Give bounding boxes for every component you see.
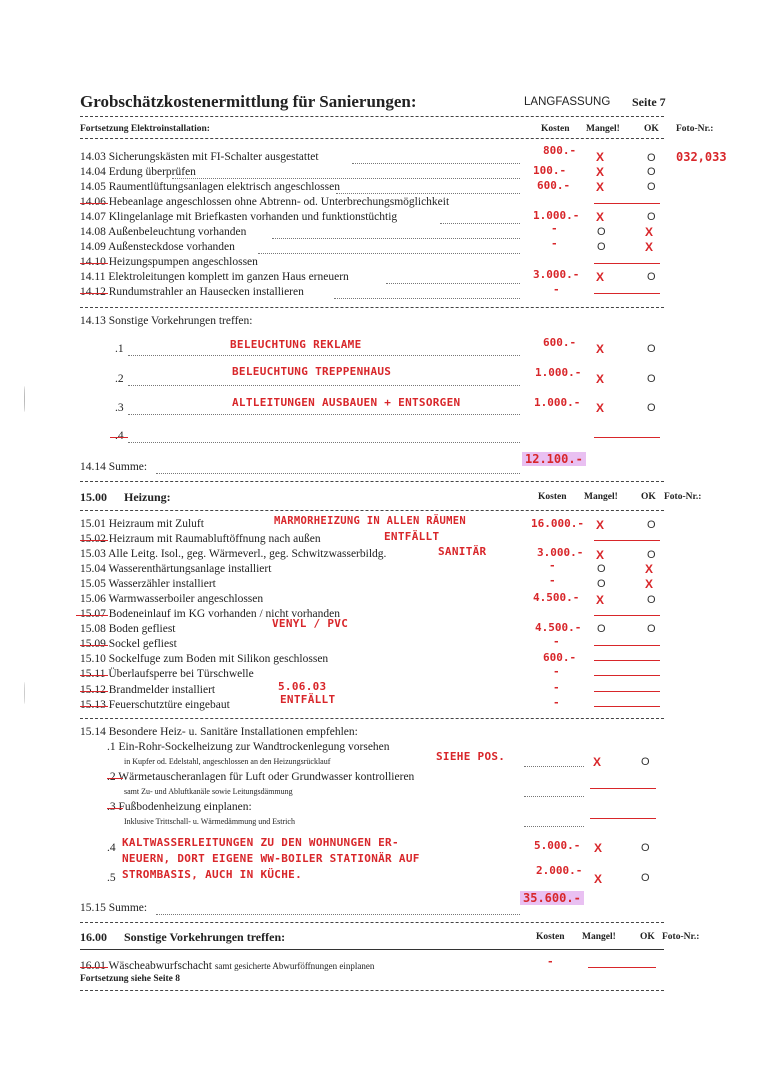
strike-mark bbox=[80, 645, 108, 646]
dot-leader bbox=[524, 766, 584, 767]
strike-mark bbox=[590, 788, 656, 789]
defect-mark: X bbox=[596, 518, 605, 532]
other-3-no: .3 bbox=[115, 402, 124, 414]
defect-mark: X bbox=[596, 180, 605, 194]
defect-mark: X bbox=[596, 372, 605, 386]
note-15-03: SANITÄR bbox=[438, 545, 487, 558]
item-15-10: 15.10 Sockelfuge zum Boden mit Silikon geschlossen bbox=[80, 653, 329, 665]
cost-14-05: 600.- bbox=[537, 179, 571, 192]
defect-mark: X bbox=[596, 270, 605, 284]
other-3-text: ALTLEITUNGEN AUSBAUEN + ENTSORGEN bbox=[232, 396, 461, 409]
other-2-cost: 1.000.- bbox=[535, 366, 582, 379]
ok-mark: X bbox=[645, 240, 654, 254]
item-15-02: 15.02 Heizraum mit Raumabluftöffnung nach außen bbox=[80, 533, 321, 545]
divider bbox=[80, 922, 664, 923]
note-15-13: ENTFÄLLT bbox=[280, 693, 336, 706]
strike-mark bbox=[594, 645, 660, 646]
cost-15-12: - bbox=[553, 681, 560, 694]
sum-value: 12.100.- bbox=[522, 452, 586, 466]
item-15-01: 15.01 Heizraum mit Zuluft bbox=[80, 518, 204, 530]
sum-value: 35.600.- bbox=[520, 891, 584, 905]
item-15-07: 15.07 Bodeneinlauf im KG vorhanden / nicht vorhanden bbox=[80, 608, 340, 620]
item-14-05: 14.05 Raumentlüftungsanlagen elektrisch angeschlossen bbox=[80, 181, 340, 193]
other-2-no: .2 bbox=[115, 373, 124, 385]
divider bbox=[80, 990, 664, 991]
cost-15-10: 600.- bbox=[543, 651, 577, 664]
ok-circle: O bbox=[647, 402, 656, 414]
divider bbox=[80, 949, 664, 950]
other-1-no: .1 bbox=[115, 343, 124, 355]
dot-leader bbox=[440, 223, 520, 224]
strike-mark bbox=[594, 615, 660, 616]
divider bbox=[80, 138, 664, 139]
section-heading: Sonstige Vorkehrungen treffen: bbox=[124, 930, 286, 944]
strike-mark bbox=[76, 615, 108, 616]
strike-mark bbox=[594, 263, 660, 264]
option-1-sub: in Kupfer od. Edelstahl, angeschlossen an den Heizungsrücklauf bbox=[124, 757, 331, 766]
dot-leader bbox=[524, 826, 584, 827]
defect-mark: X bbox=[596, 150, 605, 164]
strike-mark bbox=[594, 293, 660, 294]
dot-leader bbox=[128, 414, 520, 415]
option-4-no: .4 bbox=[107, 842, 116, 854]
dot-leader bbox=[172, 178, 520, 179]
ok-mark: X bbox=[645, 562, 654, 576]
ok-circle: O bbox=[641, 872, 650, 884]
sum-label: 14.14 Summe: bbox=[80, 461, 148, 473]
punch-hole-mark bbox=[24, 386, 25, 412]
cost-15-08: 4.500.- bbox=[535, 621, 582, 634]
item-14-12: 14.12 Rundumstrahler an Hausecken installieren bbox=[80, 286, 304, 298]
option-3-sub: Inklusive Trittschall- u. Wärmedämmung und Estrich bbox=[124, 817, 295, 826]
dot-leader bbox=[386, 283, 520, 284]
other-3-cost: 1.000.- bbox=[534, 396, 581, 409]
col-ok: OK bbox=[644, 124, 659, 134]
item-14-04: 14.04 Erdung überprüfen bbox=[80, 166, 196, 178]
option-4-cost: 5.000.- bbox=[534, 839, 581, 852]
strike-mark bbox=[594, 691, 660, 692]
option-1-note: SIEHE POS. bbox=[436, 750, 506, 763]
strike-mark bbox=[594, 540, 660, 541]
ok-circle: O bbox=[647, 373, 656, 385]
section-number: 16.00 bbox=[80, 930, 107, 944]
item-15-03: 15.03 Alle Leitg. Isol., geg. Wärmeverl., geg. Schwitzwasserbildg. bbox=[80, 548, 387, 560]
section-heading: Fortsetzung Elektroinstallation: bbox=[80, 124, 210, 134]
strike-mark bbox=[80, 967, 108, 968]
strike-mark bbox=[107, 808, 123, 809]
item-14-10: 14.10 Heizungspumpen angeschlossen bbox=[80, 256, 258, 268]
dot-leader bbox=[128, 442, 520, 443]
option-1: .1 Ein-Rohr-Sockelheizung zur Wandtrockenlegung vorsehen bbox=[107, 741, 390, 753]
strike-mark bbox=[80, 691, 108, 692]
note-15-02: ENTFÄLLT bbox=[384, 530, 440, 543]
ok-circle: O bbox=[647, 181, 656, 193]
cost-14-11: 3.000.- bbox=[533, 268, 580, 281]
col-photo: Foto-Nr.: bbox=[662, 932, 700, 942]
photo-number: 032,033 bbox=[676, 150, 727, 164]
col-cost: Kosten bbox=[536, 932, 565, 942]
note-15-12: 5.06.03 bbox=[278, 680, 327, 693]
ok-circle: O bbox=[647, 623, 656, 635]
dot-leader bbox=[258, 253, 520, 254]
defect-mark: X bbox=[596, 593, 605, 607]
option-3: .3 Fußbodenheizung einplanen: bbox=[107, 801, 252, 813]
other-4-no: .4 bbox=[115, 430, 124, 442]
item-16-01: 16.01 Wäscheabwurfschacht samt gesicherte Abwurföffnungen einplanen bbox=[80, 960, 375, 972]
defect-mark: X bbox=[596, 401, 605, 415]
strike-mark bbox=[80, 706, 108, 707]
cost-14-09: - bbox=[551, 237, 558, 250]
item-15-13: 15.13 Feuerschutztüre eingebaut bbox=[80, 699, 230, 711]
ok-circle: O bbox=[647, 594, 656, 606]
defect-mark: X bbox=[596, 548, 605, 562]
option-2: .2 Wärmetauscheranlagen für Luft oder Grundwasser kontrollieren bbox=[107, 771, 415, 783]
ok-circle: O bbox=[647, 519, 656, 531]
col-photo: Foto-Nr.: bbox=[676, 124, 714, 134]
cost-15-04: - bbox=[549, 559, 556, 572]
option-5-cost: 2.000.- bbox=[536, 864, 583, 877]
dot-leader bbox=[336, 193, 520, 194]
defect-mark: X bbox=[593, 755, 602, 769]
ok-circle: O bbox=[647, 343, 656, 355]
dot-leader bbox=[334, 298, 520, 299]
divider bbox=[80, 510, 664, 511]
cost-15-13: - bbox=[553, 696, 560, 709]
col-defect: Mangel! bbox=[586, 124, 620, 134]
option-2-sub: samt Zu- und Abluftkanäle sowie Leitungsdämmung bbox=[124, 787, 293, 796]
strike-mark bbox=[80, 263, 108, 264]
dot-leader bbox=[272, 238, 520, 239]
cost-15-03: 3.000.- bbox=[537, 546, 584, 559]
defect-circle: O bbox=[597, 563, 606, 575]
cost-14-03: 800.- bbox=[543, 144, 577, 157]
other-heading: 15.14 Besondere Heiz- u. Sanitäre Installationen empfehlen: bbox=[80, 726, 358, 738]
cost-14-04: 100.- bbox=[533, 164, 567, 177]
strike-mark bbox=[110, 437, 128, 438]
defect-circle: O bbox=[597, 241, 606, 253]
cost-15-05: - bbox=[549, 574, 556, 587]
item-14-08: 14.08 Außenbeleuchtung vorhanden bbox=[80, 226, 247, 238]
cost-14-08: - bbox=[551, 222, 558, 235]
col-defect: Mangel! bbox=[584, 492, 618, 502]
strike-mark bbox=[588, 967, 656, 968]
col-photo: Foto-Nr.: bbox=[664, 492, 702, 502]
other-heading: 14.13 Sonstige Vorkehrungen treffen: bbox=[80, 315, 253, 327]
cost-15-06: 4.500.- bbox=[533, 591, 580, 604]
item-14-07: 14.07 Klingelanlage mit Briefkasten vorhanden und funktionstüchtig bbox=[80, 211, 398, 223]
cost-15-01: 16.000.- bbox=[531, 517, 584, 530]
ok-circle: O bbox=[641, 756, 650, 768]
divider bbox=[80, 481, 664, 482]
defect-mark: X bbox=[596, 210, 605, 224]
other-1-text: BELEUCHTUNG REKLAME bbox=[230, 338, 362, 351]
defect-circle: O bbox=[597, 623, 606, 635]
option-5-text: STROMBASIS, AUCH IN KÜCHE. bbox=[122, 868, 302, 881]
strike-mark bbox=[590, 818, 656, 819]
cost-14-07: 1.000.- bbox=[533, 209, 580, 222]
dot-leader bbox=[156, 914, 520, 915]
defect-circle: O bbox=[597, 578, 606, 590]
ok-mark: X bbox=[645, 577, 654, 591]
item-15-11: 15.11 Überlaufsperre bei Türschwelle bbox=[80, 668, 254, 680]
col-defect: Mangel! bbox=[582, 932, 616, 942]
item-14-11: 14.11 Elektroleitungen komplett im ganzen Haus erneuern bbox=[80, 271, 349, 283]
variant-label: LANGFASSUNG bbox=[524, 96, 611, 108]
item-15-08: 15.08 Boden gefliest bbox=[80, 623, 176, 635]
item-15-06: 15.06 Warmwasserboiler angeschlossen bbox=[80, 593, 264, 605]
dot-leader bbox=[352, 163, 520, 164]
cost-15-11: - bbox=[553, 665, 560, 678]
page-number: Seite 7 bbox=[632, 95, 666, 109]
col-cost: Kosten bbox=[538, 492, 567, 502]
defect-mark: X bbox=[596, 165, 605, 179]
ok-circle: O bbox=[641, 842, 650, 854]
col-ok: OK bbox=[641, 492, 656, 502]
defect-mark: X bbox=[596, 342, 605, 356]
strike-mark bbox=[107, 778, 123, 779]
option-5-no: .5 bbox=[107, 872, 116, 884]
punch-hole-mark bbox=[24, 682, 25, 704]
cost-15-09: - bbox=[553, 635, 560, 648]
option-4-text-2: NEUERN, DORT EIGENE WW-BOILER STATIONÄR AUF bbox=[122, 852, 420, 865]
strike-mark bbox=[594, 660, 660, 661]
other-2-text: BELEUCHTUNG TREPPENHAUS bbox=[232, 365, 392, 378]
defect-circle: O bbox=[597, 226, 606, 238]
divider bbox=[80, 307, 664, 308]
section-number: 15.00 bbox=[80, 490, 107, 504]
continuation-note: Fortsetzung siehe Seite 8 bbox=[80, 974, 180, 984]
strike-mark bbox=[80, 675, 108, 676]
option-4-text: KALTWASSERLEITUNGEN ZU DEN WOHNUNGEN ER- bbox=[122, 836, 399, 849]
item-14-06: 14.06 Hebeanlage angeschlossen ohne Abtrenn- od. Unterbrechungsmöglichkeit bbox=[80, 196, 450, 208]
strike-mark bbox=[80, 203, 108, 204]
item-15-04: 15.04 Wasserenthärtungsanlage installiert bbox=[80, 563, 272, 575]
dot-leader bbox=[156, 473, 520, 474]
ok-circle: O bbox=[647, 211, 656, 223]
cost-14-12: - bbox=[553, 283, 560, 296]
col-cost: Kosten bbox=[541, 124, 570, 134]
dot-leader bbox=[128, 355, 520, 356]
ok-mark: X bbox=[645, 225, 654, 239]
item-15-12: 15.12 Brandmelder installiert bbox=[80, 684, 216, 696]
dot-leader bbox=[524, 796, 584, 797]
ok-circle: O bbox=[647, 152, 656, 164]
dot-leader bbox=[128, 385, 520, 386]
ok-circle: O bbox=[647, 166, 656, 178]
divider bbox=[80, 718, 664, 719]
cost-16-01: - bbox=[547, 955, 554, 968]
strike-mark bbox=[80, 293, 108, 294]
item-14-09: 14.09 Außensteckdose vorhanden bbox=[80, 241, 235, 253]
strike-mark bbox=[594, 203, 660, 204]
col-ok: OK bbox=[640, 932, 655, 942]
strike-mark bbox=[80, 540, 108, 541]
note-15-08: VENYL / PVC bbox=[272, 617, 349, 630]
item-14-03: 14.03 Sicherungskästen mit FI-Schalter ausgestattet bbox=[80, 151, 319, 163]
ok-circle: O bbox=[647, 549, 656, 561]
divider bbox=[80, 116, 664, 117]
item-15-09: 15.09 Sockel gefliest bbox=[80, 638, 177, 650]
defect-mark: X bbox=[594, 872, 603, 886]
page-title: Grobschätzkostenermittlung für Sanierungen: bbox=[80, 92, 417, 111]
ok-circle: O bbox=[647, 271, 656, 283]
strike-mark bbox=[594, 437, 660, 438]
note-15-01: MARMORHEIZUNG IN ALLEN RÄUMEN bbox=[274, 515, 467, 527]
section-heading: Heizung: bbox=[124, 490, 171, 504]
other-1-cost: 600.- bbox=[543, 336, 577, 349]
strike-mark bbox=[594, 675, 660, 676]
defect-mark: X bbox=[594, 841, 603, 855]
strike-mark bbox=[594, 706, 660, 707]
sum-label: 15.15 Summe: bbox=[80, 902, 148, 914]
item-15-05: 15.05 Wasserzähler installiert bbox=[80, 578, 216, 590]
